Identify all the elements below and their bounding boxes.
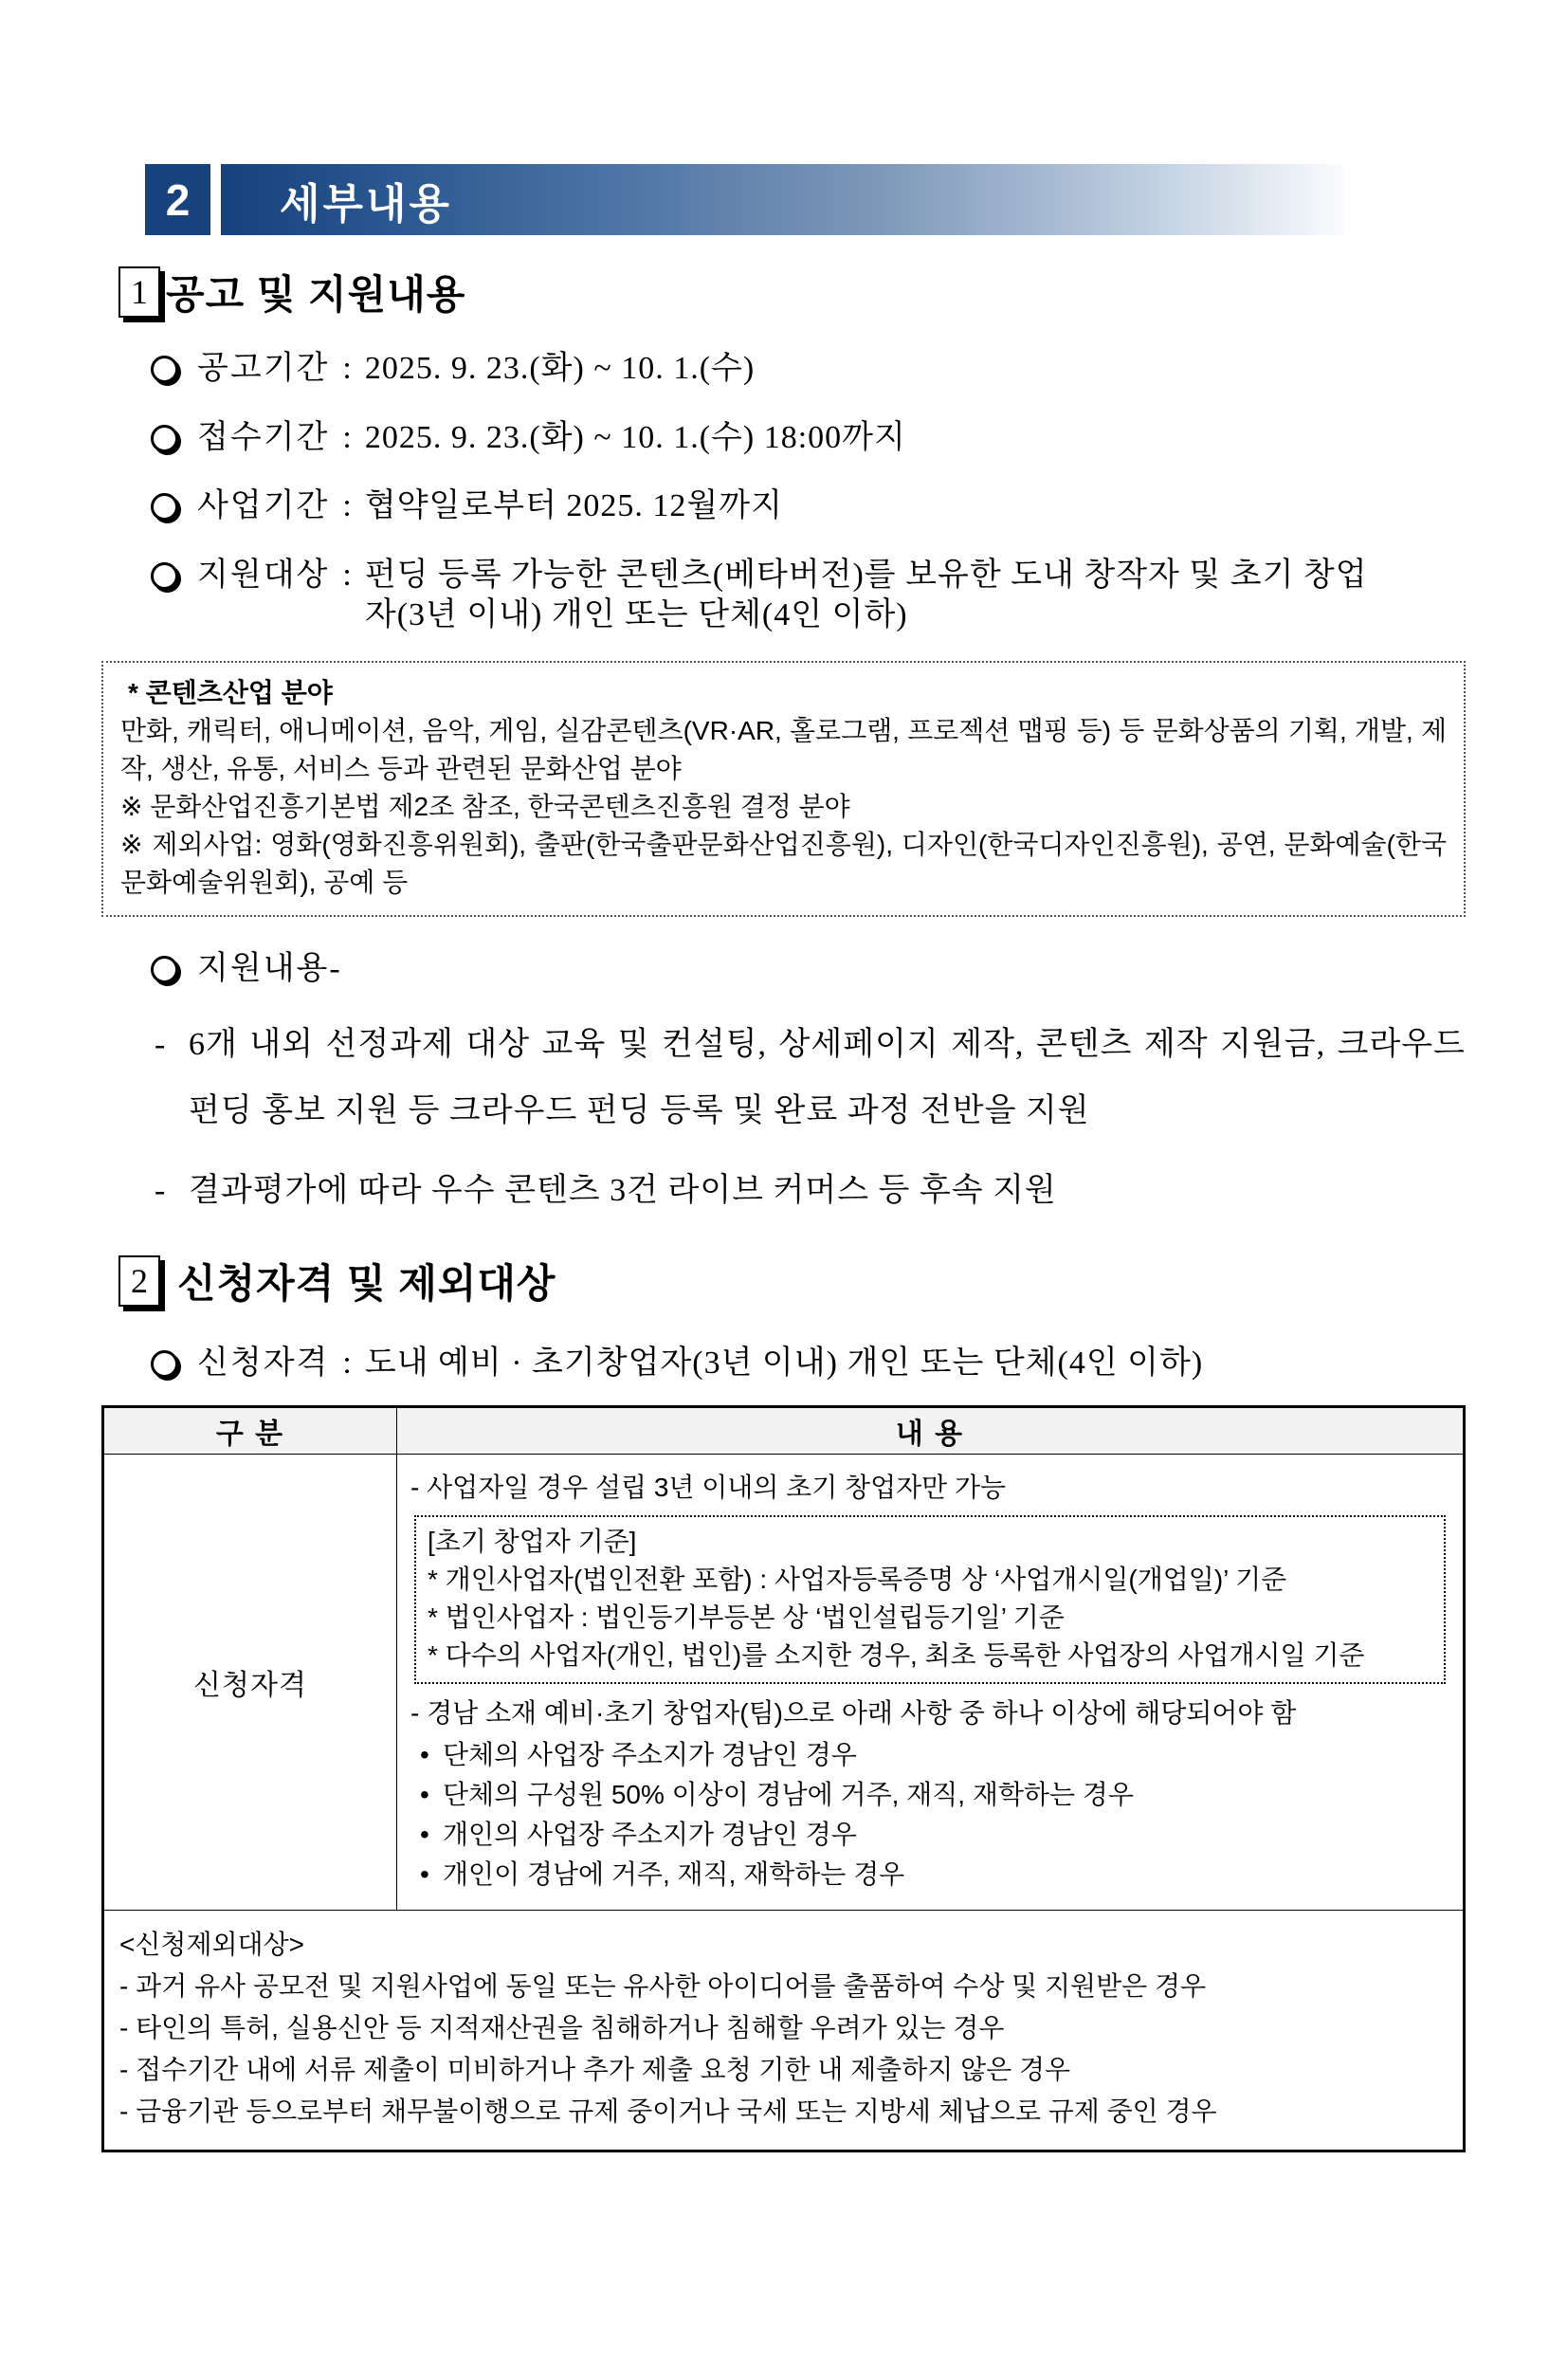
bullet-label: 사업기간 — [197, 488, 330, 523]
table-header-category: 구 분 — [103, 1406, 397, 1454]
note-box-line: ※ 문화산업진흥기본법 제2조 참조, 한국콘텐츠진흥원 결정 분야 — [120, 791, 850, 821]
bullet-colon: : — [342, 419, 352, 455]
circle-bullet-icon — [151, 562, 178, 590]
section1-title: 공고 및 지원내용 — [166, 272, 466, 317]
bullet-text: 2025. 9. 23.(화) ~ 10. 1.(수) — [364, 351, 756, 386]
eligibility-table — [101, 1405, 1466, 2152]
support-detail-text: 6개 내외 선정과제 대상 교육 및 컨설팅, 상세페이지 제작, 콘텐츠 제작 지원금, 크라우드 펀딩 홍보 지원 등 크라우드 펀딩 등록 및 완료 과정 전반을 지원 — [189, 1027, 1466, 1128]
eligibility-line: - 경남 소재 예비·초기 창업자(팀)으로 아래 사항 중 하나 이상에 해당되어야 함 — [410, 1697, 1297, 1728]
support-detail-text: 결과평가에 따라 우수 콘텐츠 3건 라이브 커머스 등 후속 지원 — [189, 1173, 1057, 1208]
exclusion-item: - 과거 유사 공모전 및 지원사업에 동일 또는 유사한 아이디어를 출품하여 수상 및 지원받은 경우 — [119, 1970, 1207, 2001]
circle-bullet-icon — [151, 356, 178, 383]
exclusion-cell — [103, 1910, 1465, 2151]
criteria-title: [초기 창업자 기준] — [428, 1526, 637, 1556]
circle-bullet-icon — [151, 956, 178, 983]
circle-bullet-icon — [151, 1350, 178, 1378]
bullet-colon: : — [342, 1346, 352, 1381]
bullet-item-support-content — [101, 949, 1466, 990]
circle-bullet-icon — [151, 493, 178, 521]
bullet-item-notice-period — [101, 349, 1466, 390]
document-page — [0, 164, 1567, 2152]
section2-heading — [118, 1253, 1466, 1309]
content-industry-note-box — [101, 661, 1466, 917]
bullet-text: 도내 예비 · 초기창업자(3년 이내) 개인 또는 단체(4인 이하) — [364, 1346, 1204, 1381]
dash-marker: - — [155, 1173, 166, 1208]
table-row-exclusion — [103, 1910, 1465, 2151]
note-box-title: * 콘텐츠산업 분야 — [128, 677, 333, 707]
bullet-label: 접수기간 — [197, 419, 330, 455]
banner-title: 세부내용 — [280, 180, 453, 228]
bullet-label: 지원대상 — [197, 557, 330, 593]
section2-number-box: 2 — [118, 1255, 160, 1307]
exclusion-title: <신청제외대상> — [119, 1929, 304, 1959]
criteria-item: * 다수의 사업자(개인, 법인)를 소지한 경우, 최초 등록한 사업장의 사업개시일 기준 — [428, 1639, 1365, 1670]
bullet-item-support-target — [101, 556, 1466, 636]
bullet-label: 지원내용- — [197, 950, 342, 986]
banner-title-bar — [221, 164, 1345, 235]
bullet-text: 펀딩 등록 가능한 콘텐츠(베타버전)를 보유한 도내 창작자 및 초기 창업자(3년 이내) 개인 또는 단체(4인 이하) — [364, 557, 1368, 632]
exclusion-item: - 금융기관 등으로부터 채무불이행으로 규제 중이거나 국세 또는 지방세 체납으로 규제 중인 경우 — [119, 2096, 1217, 2126]
section2-title: 신청자격 및 제외대상 — [177, 1261, 556, 1306]
bullet-colon: : — [342, 488, 352, 523]
support-detail-item — [155, 1012, 1466, 1144]
condition-item: • 단체의 사업장 주소지가 경남인 경우 — [410, 1735, 1448, 1775]
table-category-cell: 신청자격 — [103, 1454, 397, 1910]
bullet-item-project-period — [101, 486, 1466, 527]
condition-item: • 단체의 구성원 50% 이상이 경남에 거주, 재직, 재학하는 경우 — [410, 1775, 1448, 1815]
table-content-cell — [397, 1454, 1465, 1910]
bullet-text: 협약일로부터 2025. 12월까지 — [364, 488, 783, 523]
condition-item: • 개인의 사업장 주소지가 경남인 경우 — [410, 1815, 1448, 1855]
note-box-line: ※ 제외사업: 영화(영화진흥위원회), 출판(한국출판문화산업진흥원), 디자인(한국디자인진흥원), 공연, 문화예술(한국문화예술위원회), 공예 등 — [120, 829, 1447, 897]
circle-bullet-icon — [151, 425, 178, 452]
announcement-bullet-list — [101, 349, 1466, 636]
bullet-label: 공고기간 — [197, 351, 330, 386]
condition-item: • 개인이 경남에 거주, 재직, 재학하는 경우 — [410, 1855, 1448, 1895]
bullet-item-eligibility — [101, 1344, 1466, 1384]
criteria-item: * 법인사업자 : 법인등기부등본 상 ‘법인설립등기일’ 기준 — [428, 1602, 1065, 1632]
bullet-colon: : — [342, 557, 352, 593]
exclusion-item: - 접수기간 내에 서류 제출이 미비하거나 추가 제출 요청 기한 내 제출하지 않은 경우 — [119, 2054, 1071, 2084]
table-row-eligibility — [103, 1454, 1465, 1910]
dash-marker: - — [155, 1027, 166, 1062]
table-header-row — [103, 1406, 1465, 1454]
bullet-item-application-period — [101, 418, 1466, 459]
eligibility-condition-list — [410, 1735, 1448, 1895]
criteria-item: * 개인사업자(법인전환 포함) : 사업자등록증명 상 ‘사업개시일(개업일)’ 기준 — [428, 1564, 1287, 1594]
banner-number-chip: 2 — [145, 164, 210, 235]
bullet-text: 2025. 9. 23.(화) ~ 10. 1.(수) 18:00까지 — [364, 419, 906, 455]
section1-heading — [118, 264, 1466, 320]
eligibility-line: - 사업자일 경우 설립 3년 이내의 초기 창업자만 가능 — [410, 1472, 1007, 1502]
bullet-colon: : — [342, 351, 352, 386]
founder-criteria-box — [414, 1515, 1446, 1684]
support-detail-item — [155, 1158, 1466, 1224]
section1-number-box: 1 — [118, 266, 160, 318]
bullet-label: 신청자격 — [197, 1346, 330, 1381]
section-banner — [101, 164, 1466, 235]
note-box-line: 만화, 캐릭터, 애니메이션, 음악, 게임, 실감콘텐츠(VR·AR, 홀로그램, 프로젝션 맵핑 등) 등 문화상품의 기획, 개발, 제작, 생산, 유통, 서비스 등과 관련된 문화산업 분야 — [120, 715, 1447, 783]
table-header-content: 내 용 — [397, 1406, 1465, 1454]
exclusion-item: - 타인의 특허, 실용신안 등 지적재산권을 침해하거나 침해할 우려가 있는 경우 — [119, 2012, 1005, 2042]
